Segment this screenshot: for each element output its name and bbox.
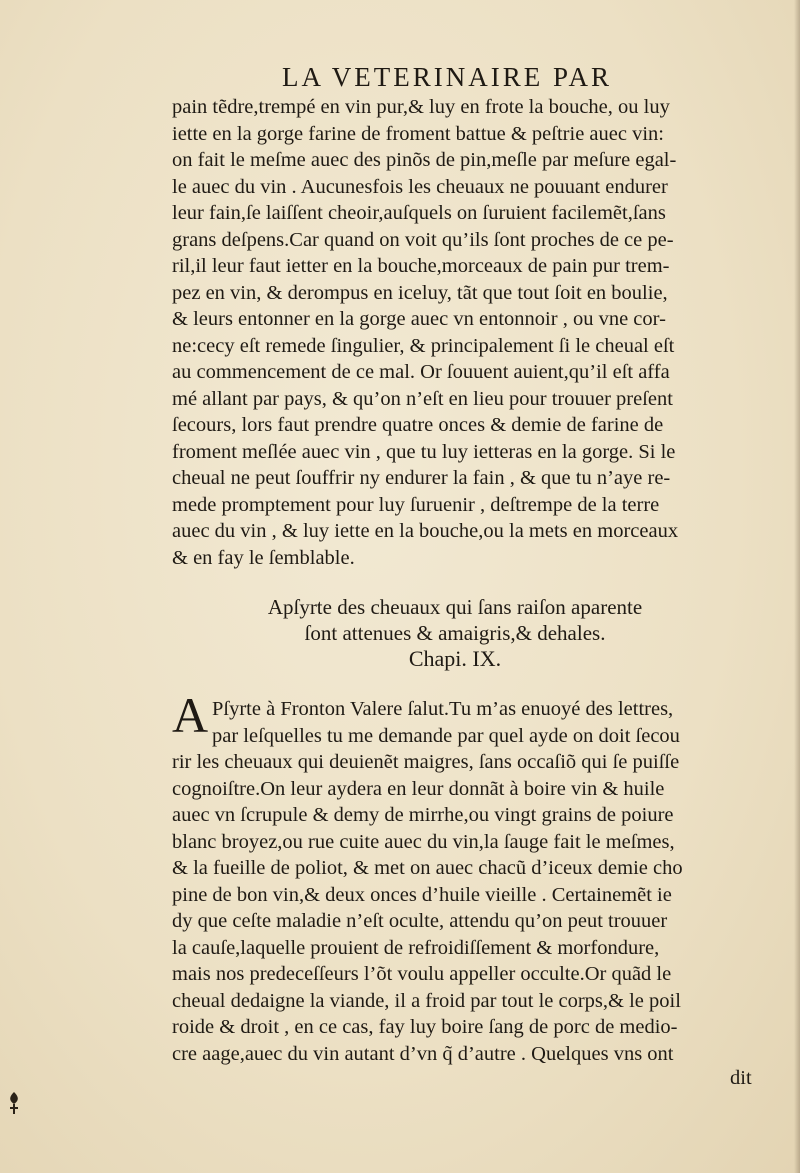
text-line: le auec du vin . Aucunesfois les cheuaux ne pouuant endurer	[172, 175, 668, 198]
text-line: cre aage,auec du vin autant d’vn q̃ d’autre . Quelques vns ont	[172, 1042, 674, 1065]
text-line: blanc broyez,ou rue cuite auec du vin,la ſauge fait le meſmes,	[172, 830, 675, 853]
text-line: leur fain,ſe laiſſent cheoir,auſquels on ſuruient facilemẽt,ſans	[172, 202, 666, 224]
text-line: froment meſlée auec vin , que tu luy ietteras en la gorge. Si le	[172, 440, 676, 463]
text-line: la cauſe,laquelle prouient de refroidiſſement & morfondure,	[172, 936, 660, 959]
text-line: dy que ceſte maladie n’eſt oculte, attendu qu’on peut trouuer	[172, 910, 668, 932]
text-line: Pſyrte à Fronton Valere ſalut.Tu m’as enuoyé des lettres,	[212, 698, 674, 720]
chapter-title-line: ſont attenues & amaigris,& dehales.	[304, 621, 606, 645]
text-line: & la fueille de poliot, & met on auec chacũ d’iceux demie cho	[172, 857, 683, 879]
text-line: pine de bon vin,& deux onces d’huile vieille . Certainemẽt ie	[172, 883, 672, 906]
chapter-heading	[230, 594, 680, 672]
text-line: rir les cheuaux qui deuienẽt maigres, ſans occaſiõ qui ſe puiſſe	[172, 751, 680, 773]
text-line: pain tẽdre,trempé en vin pur,& luy en frote la bouche, ou luy	[172, 96, 670, 118]
text-line: mais nos predeceſſeurs l’õt voulu appeller occulte.Or quãd le	[172, 963, 672, 985]
chapter-title-line: Apſyrte des cheuaux qui ſans raiſon aparente	[267, 595, 643, 619]
text-line: & en fay le ſemblable.	[172, 546, 355, 569]
text-line: cognoiſtre.On leur aydera en leur donnãt à boire vin & huile	[172, 777, 665, 800]
paragraph-1	[172, 94, 772, 571]
chapter-number: Chapi. IX.	[408, 646, 502, 671]
text-line: pez en vin, & derompus en iceluy, tãt que tout ſoit en boulie,	[172, 281, 668, 304]
text-line: ne:cecy eſt remede ſingulier, & principalement ſi le cheual eſt	[172, 334, 675, 357]
catchword: dit	[730, 1067, 752, 1089]
drop-cap: A	[172, 687, 209, 743]
paragraph-2	[172, 696, 772, 1067]
text-line: auec vn ſcrupule & demy de mirrhe,ou vingt grains de poiure	[172, 804, 674, 826]
text-line: roide & droit , en ce cas, fay luy boire ſang de porc de medio-	[172, 1016, 678, 1038]
text-line: grans deſpens.Car quand on voit qu’ils ſont proches de ce pe-	[172, 228, 674, 251]
text-line: cheual dedaigne la viande, il a froid par tout le corps,& le poil	[172, 989, 681, 1012]
page-edge-shadow	[794, 0, 800, 1173]
text-line: par leſquelles tu me demande par quel ayde on doit ſecou	[212, 724, 680, 747]
text-line: cheual ne peut ſouffrir ny endurer la fain , & que tu n’aye re-	[172, 467, 671, 489]
text-line: iette en la gorge farine de froment battue & peſtrie auec vin:	[172, 122, 664, 145]
text-line: mede promptement pour luy ſuruenir , deſtrempe de la terre	[172, 493, 660, 516]
text-line: & leurs entonner en la gorge auec vn entonnoir , ou vne cor-	[172, 308, 666, 330]
text-line: ſecours, lors faut prendre quatre onces & demie de farine de	[172, 414, 664, 436]
text-line: ril,il leur faut ietter en la bouche,morceaux de pain pur trem-	[172, 255, 670, 277]
running-head: LA VETERINAIRE PAR	[282, 62, 613, 92]
text-line: mé allant par pays, & qu’on n’eſt en lieu pour trouuer preſent	[172, 387, 673, 410]
text-line: on fait le meſme auec des pinõs de pin,meſle par meſure egal-	[172, 149, 677, 171]
text-line: au commencement de ce mal. Or ſouuent auient,qu’il eſt affa	[172, 361, 670, 383]
fleuron-ornament-icon	[4, 1090, 24, 1116]
text-line: auec du vin , & luy iette en la bouche,ou la mets en morceaux	[172, 520, 679, 542]
